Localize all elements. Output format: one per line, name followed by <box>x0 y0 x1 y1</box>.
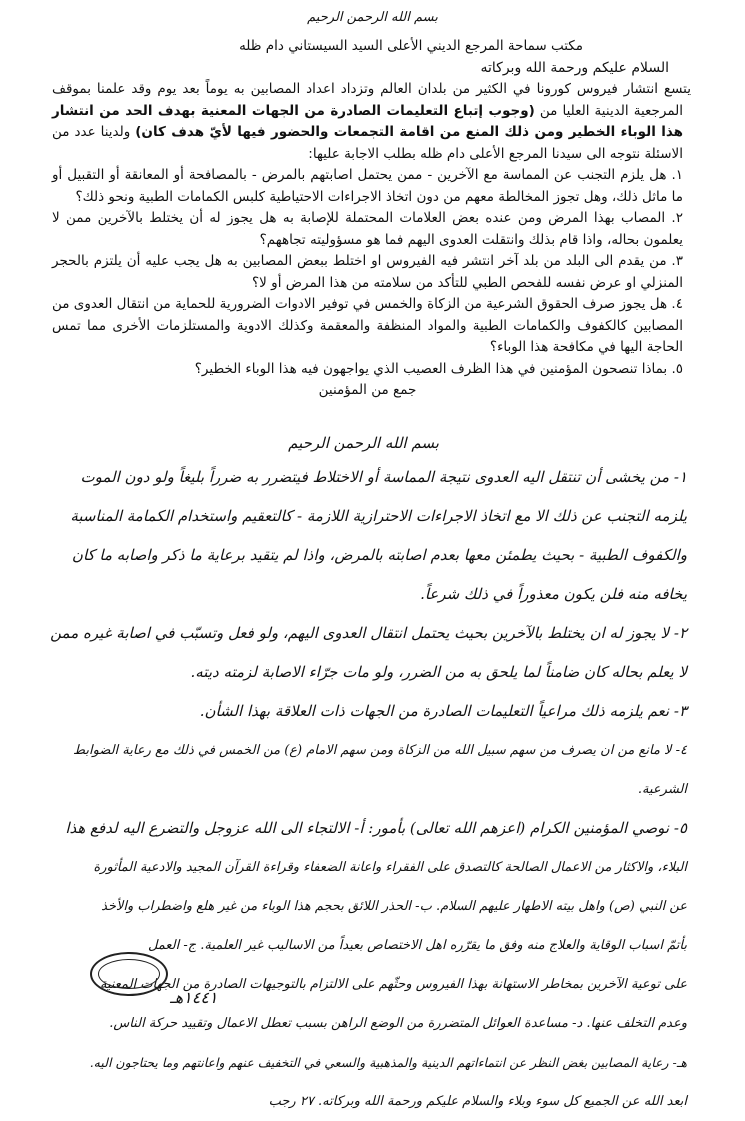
question-item-2: ٢. المصاب بهذا المرض ومن عنده بعض العلامات المحتملة للإصابة به هل يجوز له أن يختلط بالآخرين ممن لا يعلمون بحاله، واذا قام بذلك وانتقلت العدوى اليهم فما هو مسؤوليته تجاههم؟ <box>52 210 683 248</box>
question-item-4: ٤. هل يجوز صرف الحقوق الشرعية من الزكاة والخمس في توفير الادوات الضرورية للحماية من انتقال العدوى من المصابين كالكفوف والكمامات الطبية والمواد المنظفة والمعقمة وكذلك الادوية والمستلزمات الأخرى مما تمس الحاجة اليها في مكافحة هذا الوباء؟ <box>52 296 683 355</box>
question-basmala: بسم الله الرحمن الرحيم <box>307 10 438 25</box>
answer-basmala: بسم الله الرحمن الرحيم <box>288 434 439 452</box>
answer-line-10: البلاء، والاكثار من الاعمال الصالحة كالتصدق على الفقراء واعانة الضعفاء وقراءة القرآن المجيد والادعية المأثورة <box>93 860 687 875</box>
intro-text-c: ولدينا عدد من الاسئلة نتوجه الى سيدنا المرجع الأعلى دام ظله بطلب الاجابة عليها: <box>52 124 683 162</box>
answer-section <box>40 428 687 1121</box>
answer-line-7: ٣- نعم يلزمه ذلك مراعياً التعليمات الصادرة من الجهات ذات العلاقة بهذا الشأن. <box>199 702 687 720</box>
answer-line-2: يلزمه التجنب عن ذلك الا مع اتخاذ الاجراءات الاحترازية اللازمة - كالتعقيم واستخدام الكمامة المناسبة <box>70 507 687 525</box>
answer-line-13: على توعية الآخرين بمخاطر الاستهانة بهذا الفيروس وحثّهم على الالتزام بالتوجيهات الصادرة من الجهات المعنية <box>99 977 687 992</box>
answer-line-3: والكفوف الطبية - بحيث يطمئن معها بعدم اصابته بالمرض، واذا لم يتقيد برعاية ما ذكر واصابه ما كان <box>71 546 687 564</box>
intro-text-a: يتسع انتشار فيروس كورونا في الكثير من بلدان العالم وتزداد اعداد المصابين به يوماً بعد يوم وقد علمنا بموقف المرجعية الدينية العليا من <box>52 81 691 119</box>
answer-date: ١٤٤١هـ <box>170 988 218 1007</box>
answer-line-8: ٤- لا مانع من ان يصرف من سهم سبيل الله من الزكاة ومن سهم الامام (ع) من الخمس في ذلك مع رعاية الضوابط الشرعية. <box>73 743 687 797</box>
question-item-1: ١. هل يلزم التجنب عن المماسة مع الآخرين - ممن يحتمل اصابتهم بالمرض - بالمصافحة أو المعانقة أو التقبيل أو ما ماثل ذلك، وهل تجوز المخالطة معهم من دون اتخاذ الاجراءات الاحتياطية كلبس الكمامات الطبية ونحو ذلك؟ <box>52 167 683 205</box>
answer-line-14: وعدم التخلف عنها. د- مساعدة العوائل المتضررة من الوضع الراهن بسبب تعطل الاعمال وتقييد حركة الناس. <box>109 1016 687 1031</box>
question-section <box>52 36 691 402</box>
answer-line-15: هـ- رعاية المصابين بغض النظر عن انتماءاتهم الدينية والمذهبية والسعي في التخفيف عنهم واعانتهم وما يحتاجون اليه. <box>89 1055 687 1070</box>
office-seal-stamp <box>90 952 168 996</box>
question-signer: جمع من المؤمنين <box>318 382 417 398</box>
addressee: مكتب سماحة المرجع الديني الأعلى السيد السيستاني دام ظله <box>239 38 583 54</box>
answer-line-12: بأتمّ اسباب الوقاية والعلاج منه وفق ما يقرّره اهل الاختصاص بعيداً من الاساليب غير العلمية. ج- العمل <box>148 938 687 953</box>
greeting: السلام عليكم ورحمة الله وبركاته <box>480 59 669 76</box>
answer-line-4: يخافه منه فلن يكون معذوراً في ذلك شرعاً. <box>420 585 687 603</box>
answer-line-16: ابعد الله عن الجميع كل سوء وبلاء والسلام عليكم ورحمة الله وبركاته. ٢٧ رجب <box>268 1094 687 1109</box>
answer-line-9: ٥- نوصي المؤمنين الكرام (اعزهم الله تعالى) بأمور: أ- الالتجاء الى الله عزوجل والتضرع اليه لدفع هذا <box>65 819 687 837</box>
answer-line-11: عن النبي (ص) واهل بيته الاطهار عليهم السلام. ب- الحذر اللائق بحجم هذا الوباء من غير هلع واضطراب والأخذ <box>101 899 687 914</box>
question-item-3: ٣. من يقدم الى البلد من بلد آخر انتشر فيه الفيروس او اختلط ببعض المصابين به هل يجب عليه أن يلتزم بالحجر المنزلي او عرض نفسه للفحص الطبي للتأكد من سلامته من هذا المرض أو لا؟ <box>52 253 683 291</box>
intro-bold-quote: (وجوب إتباع التعليمات الصادرة من الجهات المعنية بهدف الحد من انتشار هذا الوباء الخطير ومن ذلك المنع من اقامة التجمعات والحضور فيها لأيّ هدف كان) <box>52 102 683 140</box>
answer-line-1: ١- من يخشى أن تنتقل اليه العدوى نتيجة المماسة أو الاختلاط فيتضرر به ضرراً بليغاً ولو دون الموت <box>80 468 687 486</box>
question-item-5: ٥. بماذا تنصحون المؤمنين في هذا الظرف العصيب الذي يواجهون فيه هذا الوباء الخطير؟ <box>194 360 683 377</box>
answer-line-6: لا يعلم بحاله كان ضامناً لما يلحق به من الضرر، ولو مات جرّاء الاصابة لزمته ديته. <box>190 663 687 681</box>
answer-line-5: ٢- لا يجوز له ان يختلط بالآخرين بحيث يحتمل انتقال العدوى اليهم، ولو فعل وتسبّب في اصابة غيره ممن <box>50 624 687 642</box>
intro-paragraph <box>52 79 691 165</box>
